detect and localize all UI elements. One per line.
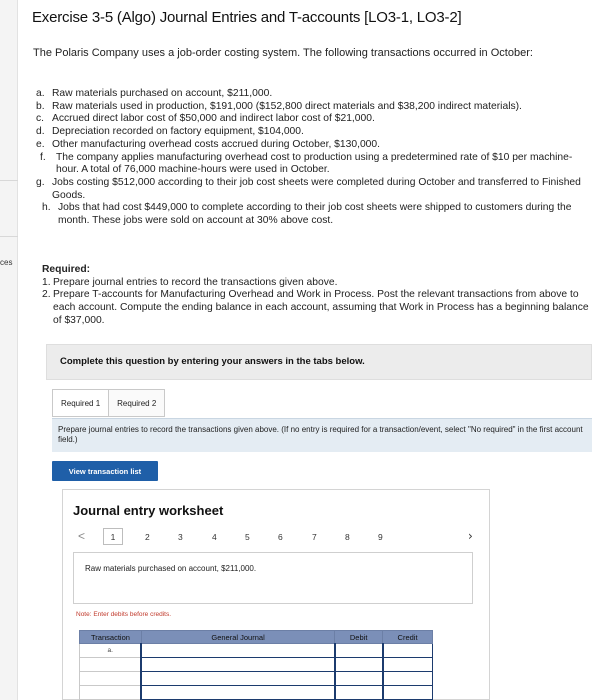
item-text: Jobs costing $512,000 according to their job cost sheets were completed during October and transferred to Finished Goods. — [52, 176, 581, 201]
item-letter: d. — [36, 126, 45, 138]
debit-input[interactable] — [335, 672, 383, 686]
transaction-description: Raw materials purchased on account, $211,000. — [85, 564, 257, 573]
list-item — [36, 113, 591, 126]
column-header-debit: Debit — [335, 631, 383, 644]
page-button-3[interactable]: 3 — [178, 532, 183, 542]
table-row — [80, 658, 433, 672]
transaction-description-box — [73, 552, 473, 604]
item-text: Raw materials used in production, $191,000 ($152,800 direct materials and $38,200 indirect materials). — [52, 100, 522, 112]
account-select[interactable] — [141, 644, 334, 658]
journal-entry-table — [79, 630, 433, 700]
transaction-cell: a. — [80, 644, 142, 658]
column-header-general-journal: General Journal — [141, 631, 334, 644]
list-item — [40, 152, 591, 177]
list-item — [36, 88, 591, 101]
tab-required-1[interactable]: Required 1 — [52, 389, 109, 417]
journal-entry-worksheet — [62, 489, 490, 700]
required-item — [42, 289, 590, 327]
required-text: Prepare T-accounts for Manufacturing Overhead and Work in Process. Post the relevant transactions from above to each account. Compute the ending balance in each account, assuming that Work in Process has a beginning balance of $37,000. — [53, 289, 589, 326]
item-letter: h. — [42, 202, 51, 214]
item-letter: f. — [40, 151, 46, 163]
credit-input[interactable] — [383, 644, 433, 658]
table-header-row — [80, 631, 433, 644]
page-button-8[interactable]: 8 — [345, 532, 350, 542]
item-text: Jobs that had cost $449,000 to complete according to their job cost sheets were shipped to customers during the month. These jobs were sold on account at 30% above cost. — [58, 202, 572, 227]
instructions-box: Prepare journal entries to record the transactions given above. (If no entry is required for a transaction/event, select "No required" in the first account field.) — [52, 418, 592, 452]
page-button-2[interactable]: 2 — [145, 532, 150, 542]
account-select[interactable] — [141, 686, 334, 700]
list-item — [36, 101, 591, 114]
item-text: The company applies manufacturing overhead cost to production using a predetermined rate of $10 per machine-hour. A total of 76,000 machine-hours were used in October. — [56, 151, 573, 176]
required-text: Prepare journal entries to record the transactions given above. — [53, 276, 338, 288]
table-row — [80, 644, 433, 658]
required-title: Required: — [42, 264, 91, 275]
page-button-6[interactable]: 6 — [278, 532, 283, 542]
page-title: Exercise 3-5 (Algo) Journal Entries and T-accounts [LO3-1, LO3-2] — [32, 9, 462, 26]
required-section — [42, 264, 590, 328]
table-row — [80, 686, 433, 700]
debit-input[interactable] — [335, 644, 383, 658]
list-item — [36, 126, 591, 139]
account-select[interactable] — [141, 658, 334, 672]
page-button-9[interactable]: 9 — [378, 532, 383, 542]
item-text: Raw materials purchased on account, $211,000. — [52, 88, 273, 99]
item-letter: c. — [36, 113, 45, 125]
column-header-transaction: Transaction — [80, 631, 142, 644]
panel-heading: Complete this question by entering your answers in the tabs below. — [60, 356, 365, 367]
sidebar-divider — [0, 236, 18, 237]
transaction-cell — [80, 672, 142, 686]
required-item — [42, 277, 590, 290]
page-button-4[interactable]: 4 — [212, 532, 217, 542]
item-letter: e. — [36, 138, 45, 150]
list-item — [36, 139, 591, 152]
item-text: Accrued direct labor cost of $50,000 and indirect labor cost of $21,000. — [52, 113, 375, 125]
debit-credit-note: Note: Enter debits before credits. — [76, 611, 172, 618]
list-item — [36, 177, 591, 202]
item-letter: g. — [36, 176, 45, 188]
required-number: 1. — [42, 276, 51, 288]
column-header-credit: Credit — [383, 631, 433, 644]
worksheet-title: Journal entry worksheet — [73, 503, 224, 518]
sidebar-divider — [0, 180, 18, 181]
transaction-list — [36, 88, 591, 228]
question-panel-header — [46, 344, 592, 380]
page-button-5[interactable]: 5 — [245, 532, 250, 542]
page-button-7[interactable]: 7 — [312, 532, 317, 542]
chevron-left-icon[interactable]: < — [78, 529, 86, 543]
side-tab-label[interactable]: ces — [0, 258, 13, 267]
credit-input[interactable] — [383, 672, 433, 686]
chevron-right-icon[interactable]: › — [468, 529, 473, 543]
item-text: Other manufacturing overhead costs accrued during October, $130,000. — [52, 138, 380, 150]
intro-text: The Polaris Company uses a job-order costing system. The following transactions occurred in October: — [33, 47, 533, 59]
table-row — [80, 672, 433, 686]
item-text: Depreciation recorded on factory equipment, $104,000. — [52, 126, 304, 138]
item-letter: b. — [36, 100, 45, 112]
left-sidebar-strip — [0, 0, 18, 700]
item-letter: a. — [36, 88, 45, 99]
view-transaction-list-button[interactable]: View transaction list — [52, 461, 158, 481]
worksheet-pager — [73, 527, 483, 547]
list-item — [42, 202, 591, 227]
page-button-1[interactable]: 1 — [103, 528, 123, 545]
tab-required-2[interactable]: Required 2 — [109, 389, 165, 417]
credit-input[interactable] — [383, 658, 433, 672]
debit-input[interactable] — [335, 658, 383, 672]
debit-input[interactable] — [335, 686, 383, 700]
required-number: 2. — [42, 289, 51, 301]
transaction-cell — [80, 686, 142, 700]
tab-bar — [52, 389, 165, 417]
account-select[interactable] — [141, 672, 334, 686]
transaction-cell — [80, 658, 142, 672]
credit-input[interactable] — [383, 686, 433, 700]
